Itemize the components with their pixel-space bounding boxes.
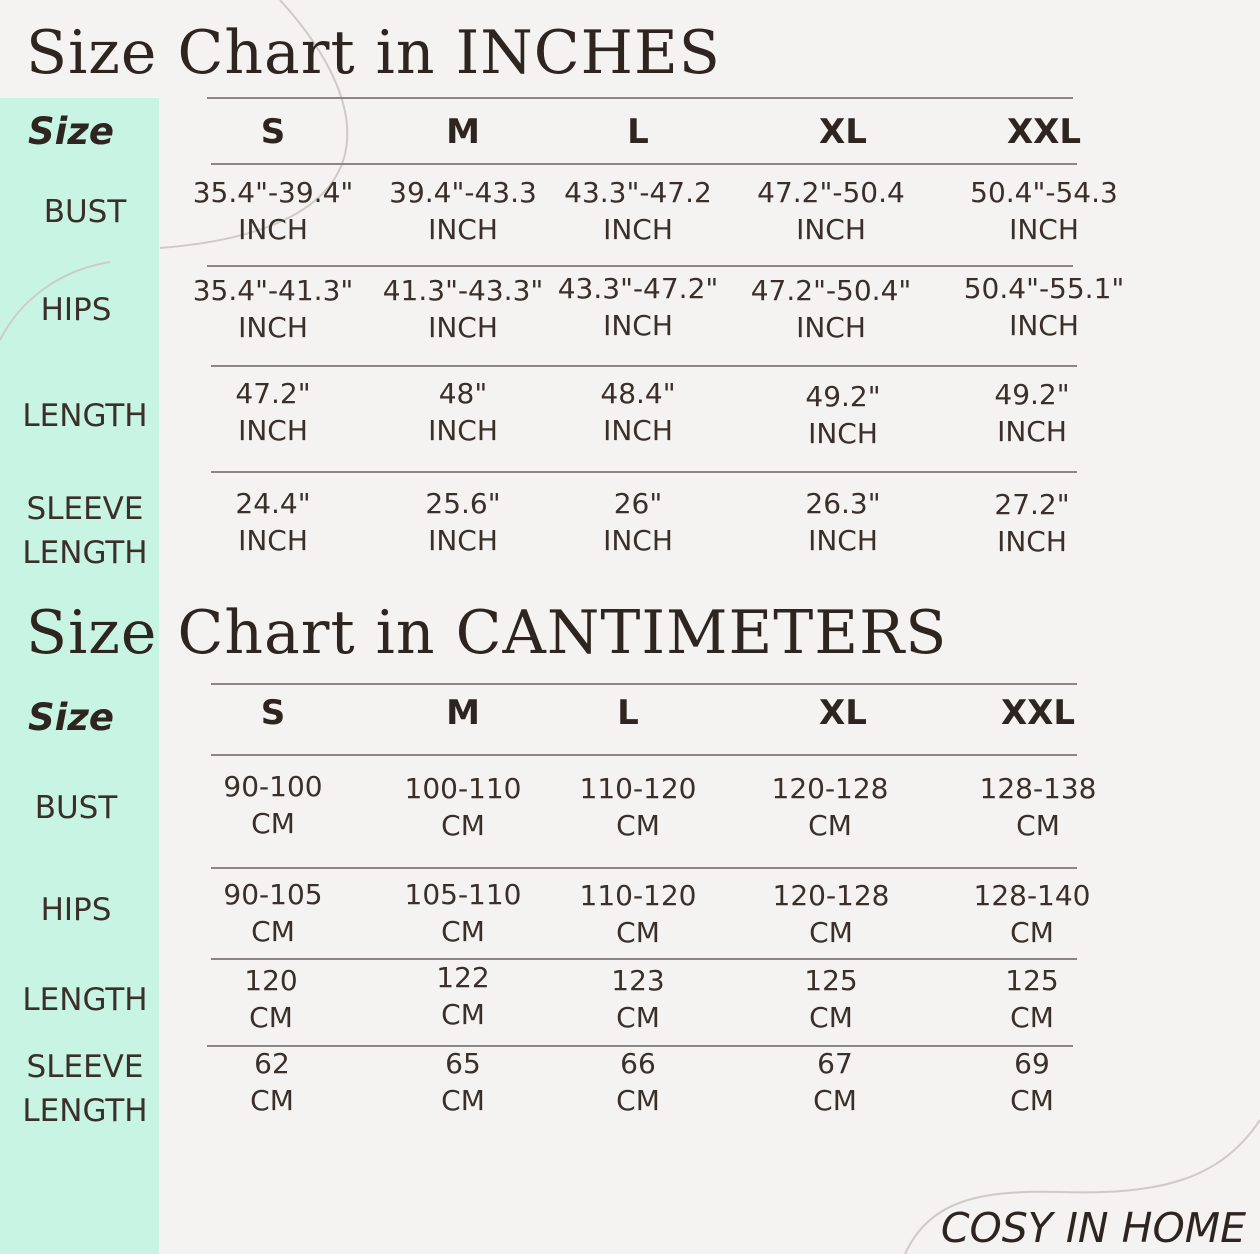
cm-size-label: Size [28,696,114,739]
cm-bust-m: 100-110 CM [404,772,522,842]
cm-hips-xxl: 128-140 CM [973,879,1091,949]
cm-bust-s: 90-100 CM [223,770,323,840]
inches-row-label-sleeve-length: SLEEVE LENGTH [22,491,148,571]
inches-row-label-length: LENGTH [22,398,148,434]
cm-bust-xxl: 128-138 CM [979,772,1097,842]
cm-size-l: L [617,693,639,733]
cm-sleeve-m: 65 CM [441,1047,485,1117]
inches-top-rule [207,97,1073,99]
inches-hips-l: 43.3"-47.2" INCH [557,272,719,342]
cm-header-rule [211,754,1077,756]
inches-hips-m: 41.3"-43.3" INCH [382,274,544,344]
inches-length-s: 47.2" INCH [235,377,311,447]
inches-bust-xxl: 50.4"-54.3 INCH [970,176,1118,246]
cm-length-xxl: 125 CM [1005,964,1059,1034]
inches-length-xxl: 49.2" INCH [994,378,1070,448]
cm-row-label-bust: BUST [34,790,118,826]
cm-length-m: 122 CM [436,961,490,1031]
cm-top-rule [211,683,1077,685]
cm-length-s: 120 CM [244,964,298,1034]
cm-bust-l: 110-120 CM [579,772,697,842]
inches-size-label: Size [28,110,114,153]
cm-hips-m: 105-110 CM [404,878,522,948]
inches-chart-title: Size Chart in INCHES [26,18,721,88]
cm-sleeve-xl: 67 CM [813,1047,857,1117]
cm-size-s: S [260,693,286,733]
inches-sleeve-m: 25.6" INCH [425,487,501,557]
inches-bust-s: 35.4"-39.4" INCH [192,176,354,246]
cm-row-label-sleeve-length: SLEEVE LENGTH [22,1049,148,1129]
cm-hips-l: 110-120 CM [579,879,697,949]
inches-length-l: 48.4" INCH [600,377,676,447]
inches-rule-1 [207,265,1073,267]
cm-rule-2 [211,958,1077,960]
inches-sleeve-l: 26" INCH [603,487,673,557]
cm-bust-xl: 120-128 CM [771,772,889,842]
inches-row-label-hips: HIPS [40,292,112,328]
cm-row-label-length: LENGTH [22,982,148,1018]
cm-chart-title: Size Chart in CANTIMETERS [26,598,948,668]
inches-bust-xl: 47.2"-50.4 INCH [757,176,905,246]
inches-sleeve-xxl: 27.2" INCH [994,488,1070,558]
cm-length-l: 123 CM [611,964,665,1034]
inches-bust-m: 39.4"-43.3 INCH [389,176,537,246]
cm-hips-xl: 120-128 CM [772,879,890,949]
cm-length-xl: 125 CM [804,964,858,1034]
inches-size-s: S [260,112,286,152]
inches-size-l: L [627,112,649,152]
cm-size-xl: XL [819,693,867,733]
cm-sleeve-s: 62 CM [250,1047,294,1117]
cm-size-m: M [446,693,480,733]
inches-size-m: M [446,112,480,152]
cm-size-xxl: XXL [1000,693,1076,733]
inches-size-xxl: XXL [1006,112,1082,152]
brand-name: COSY IN HOME [940,1204,1246,1252]
inches-length-m: 48" INCH [428,377,498,447]
inches-rule-2 [211,365,1077,367]
inches-header-rule [211,163,1077,165]
inches-hips-xl: 47.2"-50.4" INCH [750,274,912,344]
cm-row-label-hips: HIPS [40,892,112,928]
inches-length-xl: 49.2" INCH [805,380,881,450]
inches-row-label-bust: BUST [43,194,127,230]
cm-sleeve-l: 66 CM [616,1047,660,1117]
cm-rule-1 [211,867,1077,869]
inches-bust-l: 43.3"-47.2 INCH [564,176,712,246]
cm-sleeve-xxl: 69 CM [1010,1047,1054,1117]
inches-sleeve-xl: 26.3" INCH [805,487,881,557]
inches-size-xl: XL [819,112,867,152]
inches-hips-xxl: 50.4"-55.1" INCH [963,272,1125,342]
inches-hips-s: 35.4"-41.3" INCH [192,274,354,344]
cm-hips-s: 90-105 CM [223,878,323,948]
inches-sleeve-s: 24.4" INCH [235,487,311,557]
inches-rule-3 [211,471,1077,473]
